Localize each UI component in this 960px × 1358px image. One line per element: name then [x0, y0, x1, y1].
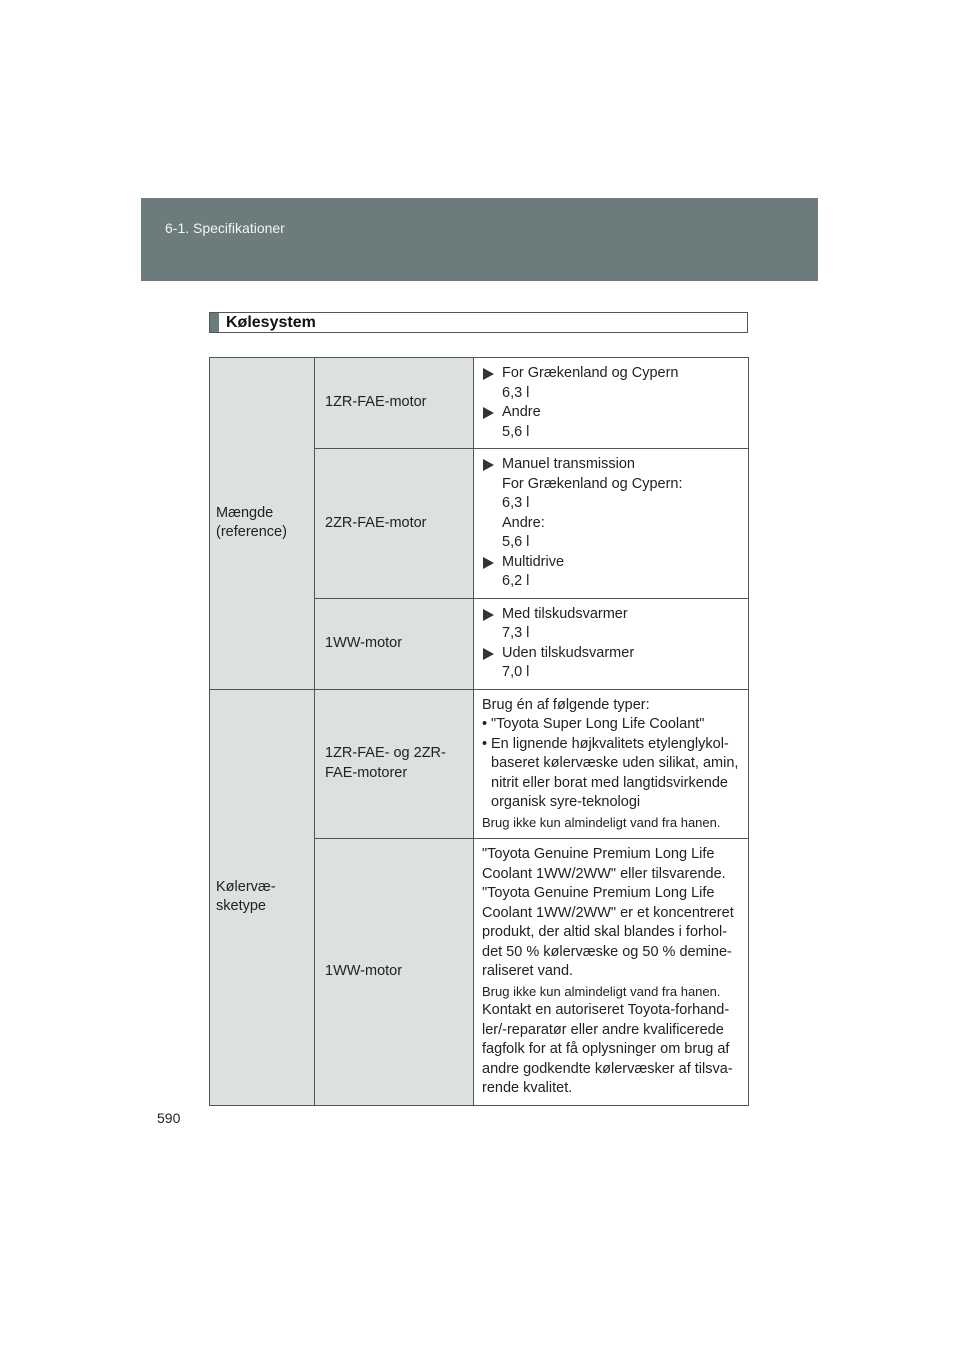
engine-label: 1ZR-FAE-motor — [325, 394, 427, 411]
chapter-header — [141, 198, 818, 281]
page-number: 590 — [157, 1110, 181, 1126]
coolant-category-cell — [210, 689, 315, 1105]
triangle-bullet-icon — [483, 368, 494, 380]
engine-label-line2: FAE-motorer — [325, 764, 408, 781]
cooling-spec-table — [209, 357, 749, 1106]
chapter-section-label: 6-1. Specifikationer — [165, 220, 285, 236]
coolant-category-label-line1: Kølervæ- — [216, 878, 276, 895]
value-cell — [474, 689, 749, 839]
coolant-note: Brug ikke kun almindeligt vand fra hanen. — [482, 814, 721, 830]
bullet-dot-icon: • — [482, 716, 488, 732]
engine-cell — [315, 598, 474, 689]
bullet-dot-icon: • — [482, 735, 488, 752]
table-row — [210, 689, 749, 839]
heading-accent-bar — [210, 313, 219, 332]
value-cell: Med tilskudsvarmer 7,3 l Uden tilskudsvarmer 7,0 l — [474, 598, 749, 689]
coolant-intro: Brug én af følgende typer: — [482, 696, 650, 713]
list-item: • "Toyota Super Long Life Coolant" — [482, 715, 740, 735]
engine-cell — [315, 449, 474, 599]
engine-label: 1WW-motor — [325, 634, 403, 651]
list-item: Andre — [482, 403, 740, 423]
list-item: • En lignende højkvalitets etylenglykol-baseret kølervæske uden silikat, amin, nitrit eller borat med langtidsvirkende organisk syre-teknologi — [482, 735, 740, 813]
list-item: Uden tilskudsvarmer — [482, 644, 740, 664]
triangle-bullet-icon — [483, 557, 494, 569]
list-item: Multidrive — [482, 553, 740, 573]
list-item: Manuel transmission — [482, 455, 740, 475]
coolant-text: "Toyota Genuine Premium Long Life Coolant 1WW/2WW" eller tilsvarende. "Toyota Genuine Premium Long Life Coolant 1WW/2WW" er et koncentreret produkt, der altid skal blandes i forhol-det 50 % kølervæske og 50 % demine-raliseret vand. — [482, 846, 734, 979]
engine-label: 1WW-motor — [325, 963, 403, 979]
value-cell: For Grækenland og Cypern 6,3 l Andre 5,6 l — [474, 358, 749, 449]
triangle-bullet-icon — [483, 407, 494, 419]
coolant-category-label-line2: sketype — [216, 898, 266, 914]
triangle-bullet-icon — [483, 459, 494, 471]
table-row — [210, 358, 749, 449]
list-item: For Grækenland og Cypern — [482, 364, 740, 384]
section-heading — [209, 312, 748, 333]
coolant-note: Brug ikke kun almindeligt vand fra hanen. — [482, 983, 721, 999]
section-title: Kølesystem — [226, 314, 316, 331]
value-cell: Manuel transmission For Grækenland og Cypern: 6,3 l Andre: 5,6 l Multidrive 6,2 l — [474, 449, 749, 599]
quantity-category-cell — [210, 358, 315, 690]
coolant-text: Kontakt en autoriseret Toyota-forhand-ler/-reparatør eller andre kvalificerede fagfolk for at få oplysninger om brug af andre godkendte kølervæsker af tilsva-rende kvalitet. — [482, 1002, 733, 1096]
engine-label-line1: 1ZR-FAE- og 2ZR- — [325, 745, 446, 762]
triangle-bullet-icon — [483, 648, 494, 660]
list-item: Med tilskudsvarmer — [482, 605, 740, 625]
engine-label: 2ZR-FAE-motor — [325, 514, 427, 531]
engine-cell — [315, 839, 474, 1106]
value-cell — [474, 839, 749, 1106]
engine-cell — [315, 689, 474, 839]
engine-cell — [315, 358, 474, 449]
triangle-bullet-icon — [483, 609, 494, 621]
quantity-category-label: Mængde (reference) — [216, 504, 287, 541]
